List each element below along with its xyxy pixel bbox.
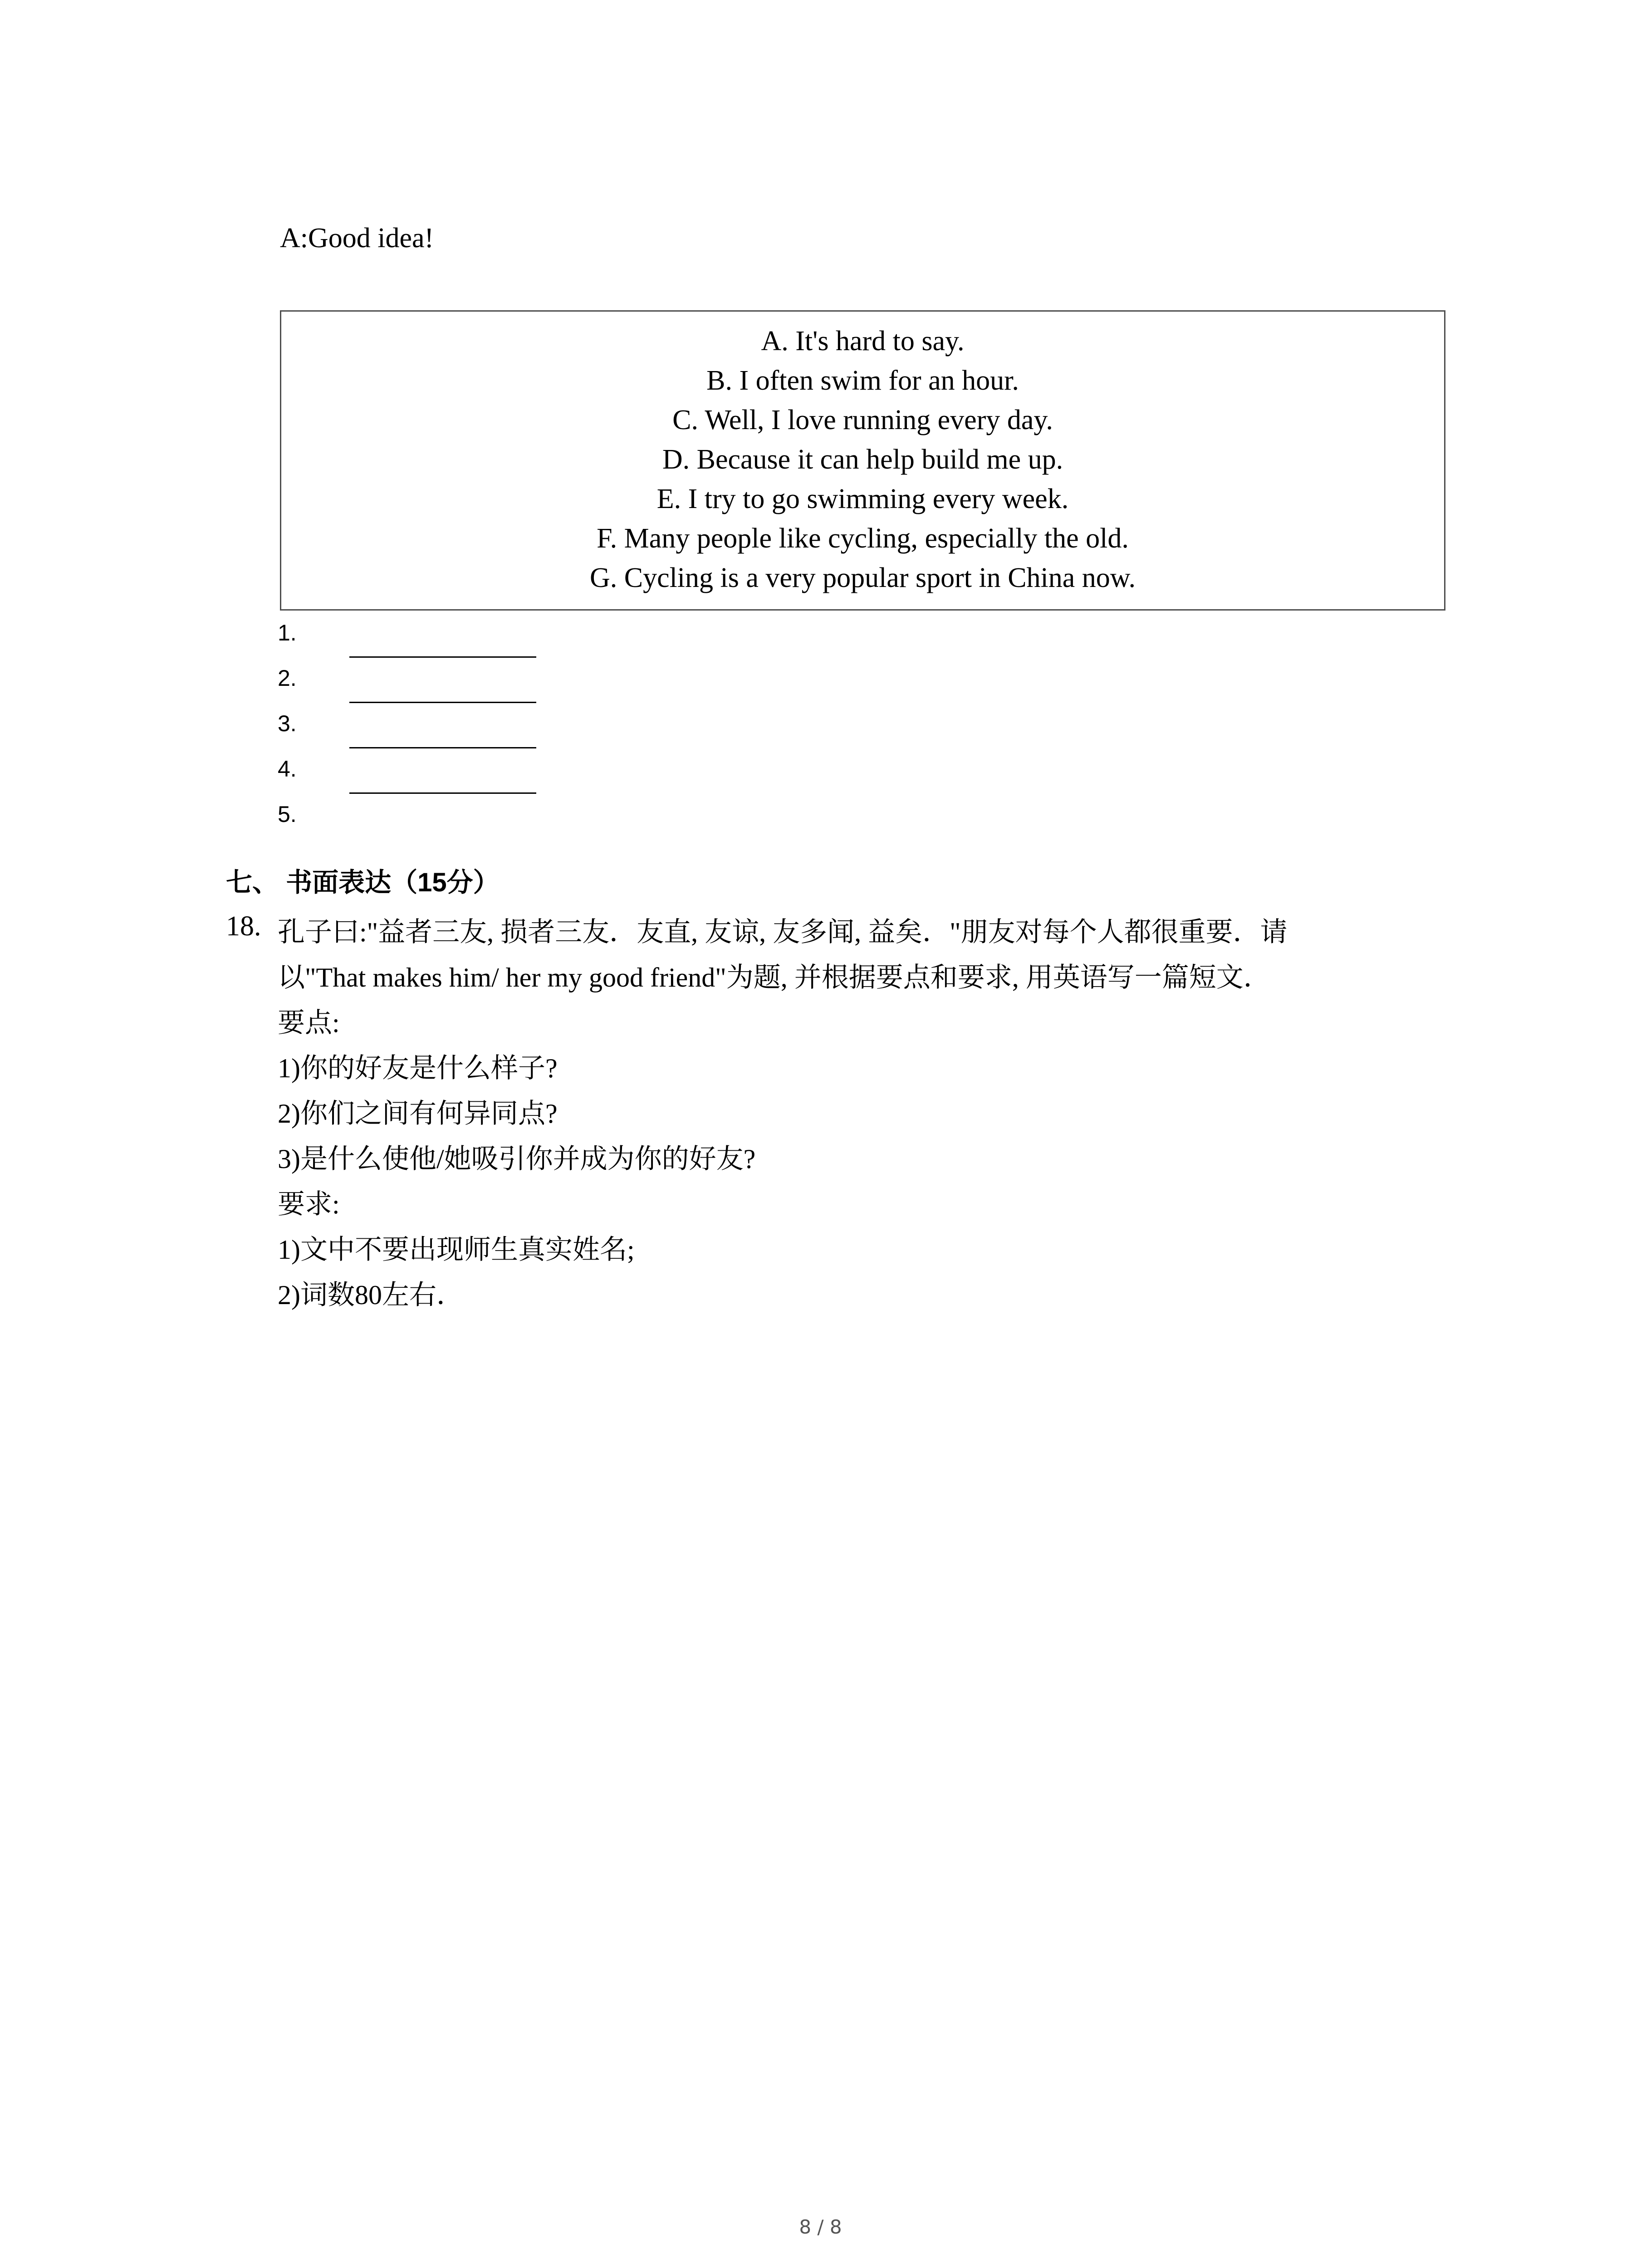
answer-blank-1[interactable]: [349, 656, 536, 658]
question-text-line2: 以"That makes him/ her my good friend"为题, 并根据要点和要求, 用英语写一篇短文．: [278, 963, 1271, 992]
answer-blank-3[interactable]: [349, 747, 536, 748]
dialogue-line: A:Good idea!: [280, 223, 434, 254]
answer-blank-2[interactable]: [349, 702, 536, 703]
page-number: 8 / 8: [799, 2216, 842, 2238]
question-text-line1: 孔子曰:"益者三友, 损者三友．友直, 友谅, 友多闻, 益矣．"朋友对每个人都很重要．请: [278, 917, 1288, 947]
point-2: 2)你们之间有何异同点?: [278, 1099, 558, 1129]
answer-number-4: 4.: [278, 756, 297, 782]
requirements-label: 要求:: [278, 1189, 340, 1219]
question-number: 18.: [226, 911, 261, 942]
requirement-2: 2)词数80左右．: [278, 1280, 464, 1310]
section-title: 七、 书面表达（15分）: [226, 868, 500, 897]
requirement-1: 1)文中不要出现师生真实姓名;: [278, 1235, 635, 1265]
point-1: 1)你的好友是什么样子?: [278, 1053, 558, 1083]
option-c: C. Well, I love running every day.: [672, 405, 1053, 435]
answer-blank-4[interactable]: [349, 792, 536, 794]
options-box: [280, 310, 1445, 611]
points-label: 要点:: [278, 1008, 340, 1038]
answer-number-1: 1.: [278, 620, 297, 645]
point-3: 3)是什么使他/她吸引你并成为你的好友?: [278, 1144, 756, 1174]
option-d: D. Because it can help build me up.: [662, 444, 1063, 475]
option-b: B. I often swim for an hour.: [706, 365, 1019, 396]
option-g: G. Cycling is a very popular sport in China now.: [589, 562, 1136, 593]
answer-number-2: 2.: [278, 665, 297, 691]
answer-number-5: 5.: [278, 802, 297, 827]
answer-number-3: 3.: [278, 711, 297, 736]
option-f: F. Many people like cycling, especially the old.: [597, 523, 1129, 554]
option-e: E. I try to go swimming every week.: [656, 484, 1069, 514]
option-a: A. It's hard to say.: [761, 326, 965, 357]
